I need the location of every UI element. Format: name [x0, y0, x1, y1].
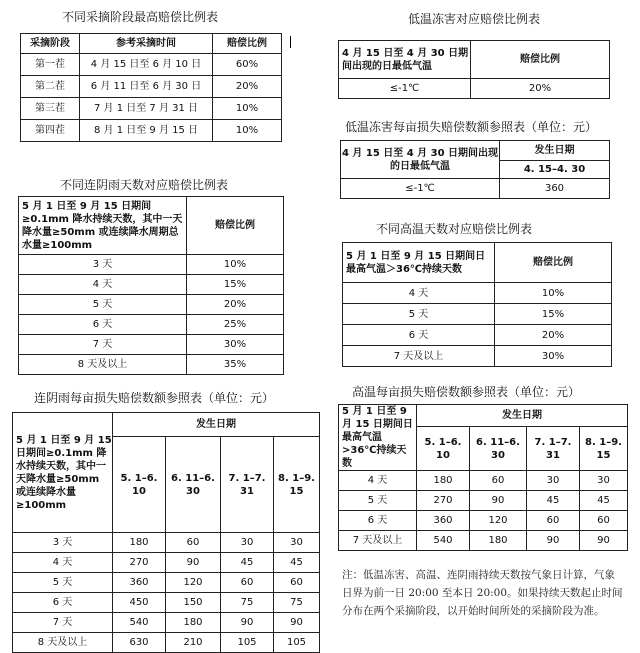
cell: 5 天: [339, 491, 417, 511]
t6-title: 连阴雨每亩损失赔偿数额参照表（单位：元）: [34, 391, 275, 405]
cell: 540: [417, 531, 470, 551]
cell: 7 天及以上: [339, 531, 417, 551]
table-row: [21, 98, 282, 120]
cell: 90: [166, 553, 221, 573]
cell: 8 天及以上: [13, 633, 113, 653]
cell: 45: [221, 553, 274, 573]
cell: 20%: [495, 325, 612, 346]
t6-table: [12, 412, 320, 653]
cell: 第二茬: [21, 76, 80, 98]
t4-table: [18, 196, 284, 375]
t7-col-header: 5. 1–6. 10: [417, 427, 470, 471]
cell: 540: [113, 613, 166, 633]
table-row: [13, 613, 320, 633]
cell: 60: [221, 573, 274, 593]
t6-header-condition: 5 月 1 日至 9 月 15 日期间≥0.1mm 降水持续天数，其中一天降水量≥50mm 或连续降水量≥100mm: [13, 413, 113, 533]
table-row: [343, 304, 612, 325]
t3-title: 低温冻害每亩损失赔偿数额参照表（单位：元）: [345, 120, 598, 134]
table-row: [339, 471, 628, 491]
cell: 150: [166, 593, 221, 613]
cell: 35%: [187, 355, 284, 375]
cell: 15%: [495, 304, 612, 325]
table-row: [19, 315, 284, 335]
table-row: [339, 79, 610, 99]
cell: 6 天: [19, 315, 187, 335]
cell: 270: [113, 553, 166, 573]
cell: 360: [500, 179, 610, 199]
cell: 第一茬: [21, 54, 80, 76]
table-row: [339, 511, 628, 531]
cell: 4 天: [13, 553, 113, 573]
cell: 6 月 11 日至 6 月 30 日: [80, 76, 213, 98]
cell: 7 天及以上: [343, 346, 495, 367]
t7-col-header: 7. 1–7. 31: [527, 427, 580, 471]
table-row: [343, 325, 612, 346]
cell: 30%: [187, 335, 284, 355]
cell: 10%: [187, 255, 284, 275]
cell: 第三茬: [21, 98, 80, 120]
cell: 75: [274, 593, 320, 613]
cell: 45: [274, 553, 320, 573]
cell: 450: [113, 593, 166, 613]
cell: 360: [113, 573, 166, 593]
t5-header-ratio: 赔偿比例: [495, 243, 612, 283]
footnote: 注：低温冻害、高温、连阴雨持续天数按气象日计算，气象日界为前一日 20:00 至本日 20:00。如果持续天数起止时间分布在两个采摘阶段，以开始时间所处的采摘阶段为准。: [342, 569, 623, 617]
t2-table: [338, 40, 610, 99]
cell: 3 天: [13, 533, 113, 553]
t1-header: 赔偿比例: [213, 34, 282, 54]
cell: 120: [470, 511, 527, 531]
cell: 45: [580, 491, 628, 511]
cell: 45: [527, 491, 580, 511]
cell: 60: [580, 511, 628, 531]
cell: 30: [274, 533, 320, 553]
cell: 360: [417, 511, 470, 531]
cell: 180: [470, 531, 527, 551]
table-row: [13, 633, 320, 653]
cell: 60%: [213, 54, 282, 76]
t7-col-header: 6. 11–6. 30: [470, 427, 527, 471]
table-row: [19, 335, 284, 355]
cell: 105: [221, 633, 274, 653]
cell: 180: [113, 533, 166, 553]
t7-col-header: 8. 1–9. 15: [580, 427, 628, 471]
cell: 60: [470, 471, 527, 491]
table-row: [339, 491, 628, 511]
t3-table: [340, 140, 610, 199]
table-row: [21, 76, 282, 98]
cell: 90: [274, 613, 320, 633]
cell: 4 天: [19, 275, 187, 295]
cell: 90: [470, 491, 527, 511]
cell: 90: [527, 531, 580, 551]
table-row: [19, 355, 284, 375]
t5-table: [342, 242, 612, 367]
cell: 25%: [187, 315, 284, 335]
cell: 120: [166, 573, 221, 593]
cell: 30: [580, 471, 628, 491]
cell: 8 天及以上: [19, 355, 187, 375]
cell: ≤-1℃: [339, 79, 471, 99]
t7-header-date: 发生日期: [417, 405, 628, 427]
cell: ≤-1℃: [341, 179, 500, 199]
cell: 3 天: [19, 255, 187, 275]
t3-header-date: 发生日期: [500, 141, 610, 161]
cell: 15%: [187, 275, 284, 295]
t6-col-header: 8. 1–9. 15: [274, 437, 320, 533]
table-row: [343, 283, 612, 304]
cell: 90: [580, 531, 628, 551]
t2-title: 低温冻害对应赔偿比例表: [408, 12, 541, 26]
cell: 6 天: [343, 325, 495, 346]
table-row: [19, 255, 284, 275]
t6-col-header: 5. 1–6. 10: [113, 437, 166, 533]
t6-col-header: 7. 1–7. 31: [221, 437, 274, 533]
cell: 210: [166, 633, 221, 653]
t1-header: 参考采摘时间: [80, 34, 213, 54]
cell: 4 月 15 日至 6 月 10 日: [80, 54, 213, 76]
t7-header-condition: 5 月 1 日至 9 月 15 日期间日最高气温>36℃持续天数: [339, 405, 417, 471]
cell: 7 天: [19, 335, 187, 355]
cell: 60: [527, 511, 580, 531]
cell: 第四茬: [21, 120, 80, 142]
t1-table: [20, 33, 282, 142]
table-row: [13, 533, 320, 553]
table-row: [13, 593, 320, 613]
cell: 10%: [213, 98, 282, 120]
cell: 30%: [495, 346, 612, 367]
cell: 6 天: [13, 593, 113, 613]
t4-header-ratio: 赔偿比例: [187, 197, 284, 255]
table-row: [339, 531, 628, 551]
cell: 20%: [213, 76, 282, 98]
cell: 30: [221, 533, 274, 553]
t6-header-date: 发生日期: [113, 413, 320, 437]
cell: 90: [221, 613, 274, 633]
table-row: [19, 275, 284, 295]
cell: 5 天: [19, 295, 187, 315]
cell: 4 天: [343, 283, 495, 304]
cell: 5 天: [13, 573, 113, 593]
t4-title: 不同连阴雨天数对应赔偿比例表: [60, 178, 229, 192]
t2-header-condition: 4 月 15 日至 4 月 30 日期间出现的日最低气温: [339, 41, 471, 79]
cell: 7 天: [13, 613, 113, 633]
t5-header-condition: 5 月 1 日至 9 月 15 日期间日最高气温＞36℃持续天数: [343, 243, 495, 283]
t3-header-condition: 4 月 15 日至 4 月 30 日期间出现的日最低气温: [341, 141, 500, 179]
cell: 7 月 1 日至 7 月 31 日: [80, 98, 213, 120]
cell: 105: [274, 633, 320, 653]
cell: 8 月 1 日至 9 月 15 日: [80, 120, 213, 142]
cell: 75: [221, 593, 274, 613]
cell: 10%: [213, 120, 282, 142]
cell: 10%: [495, 283, 612, 304]
table-row: [21, 54, 282, 76]
t3-header-range: 4. 15–4. 30: [500, 161, 610, 179]
t2-header-ratio: 赔偿比例: [471, 41, 610, 79]
t7-title: 高温每亩损失赔偿数额参照表（单位：元）: [352, 385, 581, 399]
table-row: [21, 120, 282, 142]
cell: 630: [113, 633, 166, 653]
t6-col-header: 6. 11–6. 30: [166, 437, 221, 533]
cell: 270: [417, 491, 470, 511]
t4-header-condition: 5 月 1 日至 9 月 15 日期间≥0.1mm 降水持续天数，其中一天降水量≥50mm 或连续降水周期总水量≥100mm: [19, 197, 187, 255]
table-row: [13, 553, 320, 573]
cell: 30: [527, 471, 580, 491]
cell: 60: [274, 573, 320, 593]
cell: 6 天: [339, 511, 417, 531]
table-row: [13, 573, 320, 593]
cell: 180: [166, 613, 221, 633]
cell: 20%: [471, 79, 610, 99]
table-row: [19, 295, 284, 315]
table-row: [343, 346, 612, 367]
cell: 180: [417, 471, 470, 491]
t7-table: [338, 404, 628, 551]
t1-header: 采摘阶段: [21, 34, 80, 54]
cell: 60: [166, 533, 221, 553]
cell: 20%: [187, 295, 284, 315]
text-cursor: [290, 36, 291, 48]
table-row: [341, 179, 610, 199]
cell: 4 天: [339, 471, 417, 491]
cell: 5 天: [343, 304, 495, 325]
t1-title: 不同采摘阶段最高赔偿比例表: [62, 10, 219, 24]
t5-title: 不同高温天数对应赔偿比例表: [376, 222, 533, 236]
